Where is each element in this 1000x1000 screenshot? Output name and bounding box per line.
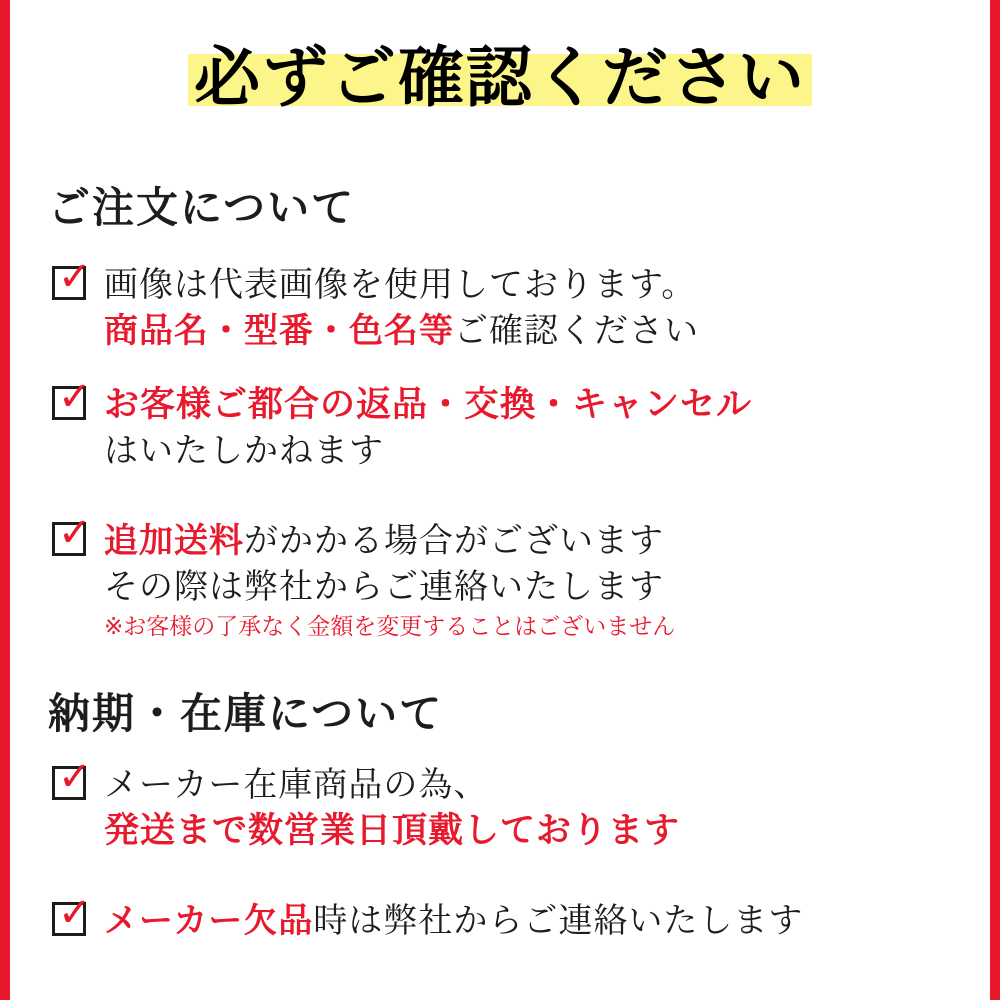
check-item-line — [104, 808, 972, 854]
check-item-line — [104, 564, 972, 610]
check-item-line — [104, 898, 972, 944]
line-segment-accent: 発送まで数営業日頂戴しております — [104, 811, 681, 851]
check-item-lines — [104, 898, 972, 944]
checkbox-icon — [52, 754, 92, 800]
checkbox-icon — [52, 374, 92, 420]
check-item-lines — [104, 382, 972, 474]
check-mark-icon: ✓ — [58, 254, 92, 300]
check-mark-icon: ✓ — [58, 754, 92, 800]
check-item-note: ※お客様の了承なく金額を変更することはございません — [104, 614, 676, 640]
check-item-line — [104, 762, 972, 808]
section-heading-stock: 納期・在庫について — [48, 689, 444, 738]
check-item-lines — [104, 518, 972, 610]
check-item-lines — [104, 262, 972, 354]
line-segment: メーカー在庫商品の為、 — [104, 765, 489, 805]
line-segment-accent: メーカー欠品 — [104, 901, 314, 941]
page-title — [188, 34, 812, 122]
checkbox-icon — [52, 890, 92, 936]
check-item-line — [104, 518, 972, 564]
check-item-line — [104, 308, 972, 354]
check-mark-icon: ✓ — [58, 374, 92, 420]
check-item — [52, 374, 972, 474]
line-segment: がかかる場合がございます — [244, 521, 664, 561]
check-item-lines — [104, 762, 972, 854]
check-mark-icon: ✓ — [58, 510, 92, 556]
check-item — [52, 510, 972, 644]
check-mark-icon: ✓ — [58, 890, 92, 936]
check-item-line — [104, 382, 972, 428]
section-heading-order: ご注文について — [48, 183, 356, 232]
check-item — [52, 890, 972, 944]
page-title-wrap — [10, 34, 990, 122]
checkbox-icon — [52, 510, 92, 556]
check-item-line — [104, 262, 972, 308]
line-segment: はいたしかねます — [104, 431, 384, 471]
notice-content — [10, 0, 990, 1000]
page-title-text: 必ずご確認ください — [194, 39, 806, 116]
line-segment-accent: 商品名・型番・色名等 — [104, 311, 454, 351]
check-item — [52, 254, 972, 354]
checkbox-icon — [52, 254, 92, 300]
line-segment: 画像は代表画像を使用しております。 — [104, 265, 697, 305]
line-segment: 時は弊社からご連絡いたします — [313, 901, 804, 941]
check-item — [52, 754, 972, 854]
line-segment-accent: お客様ご都合の返品・交換・キャンセル — [104, 385, 753, 425]
line-segment-accent: 追加送料 — [104, 521, 244, 561]
line-segment: ご確認ください — [454, 311, 699, 351]
check-item-line — [104, 428, 972, 474]
line-segment: その際は弊社からご連絡いたします — [104, 567, 664, 607]
